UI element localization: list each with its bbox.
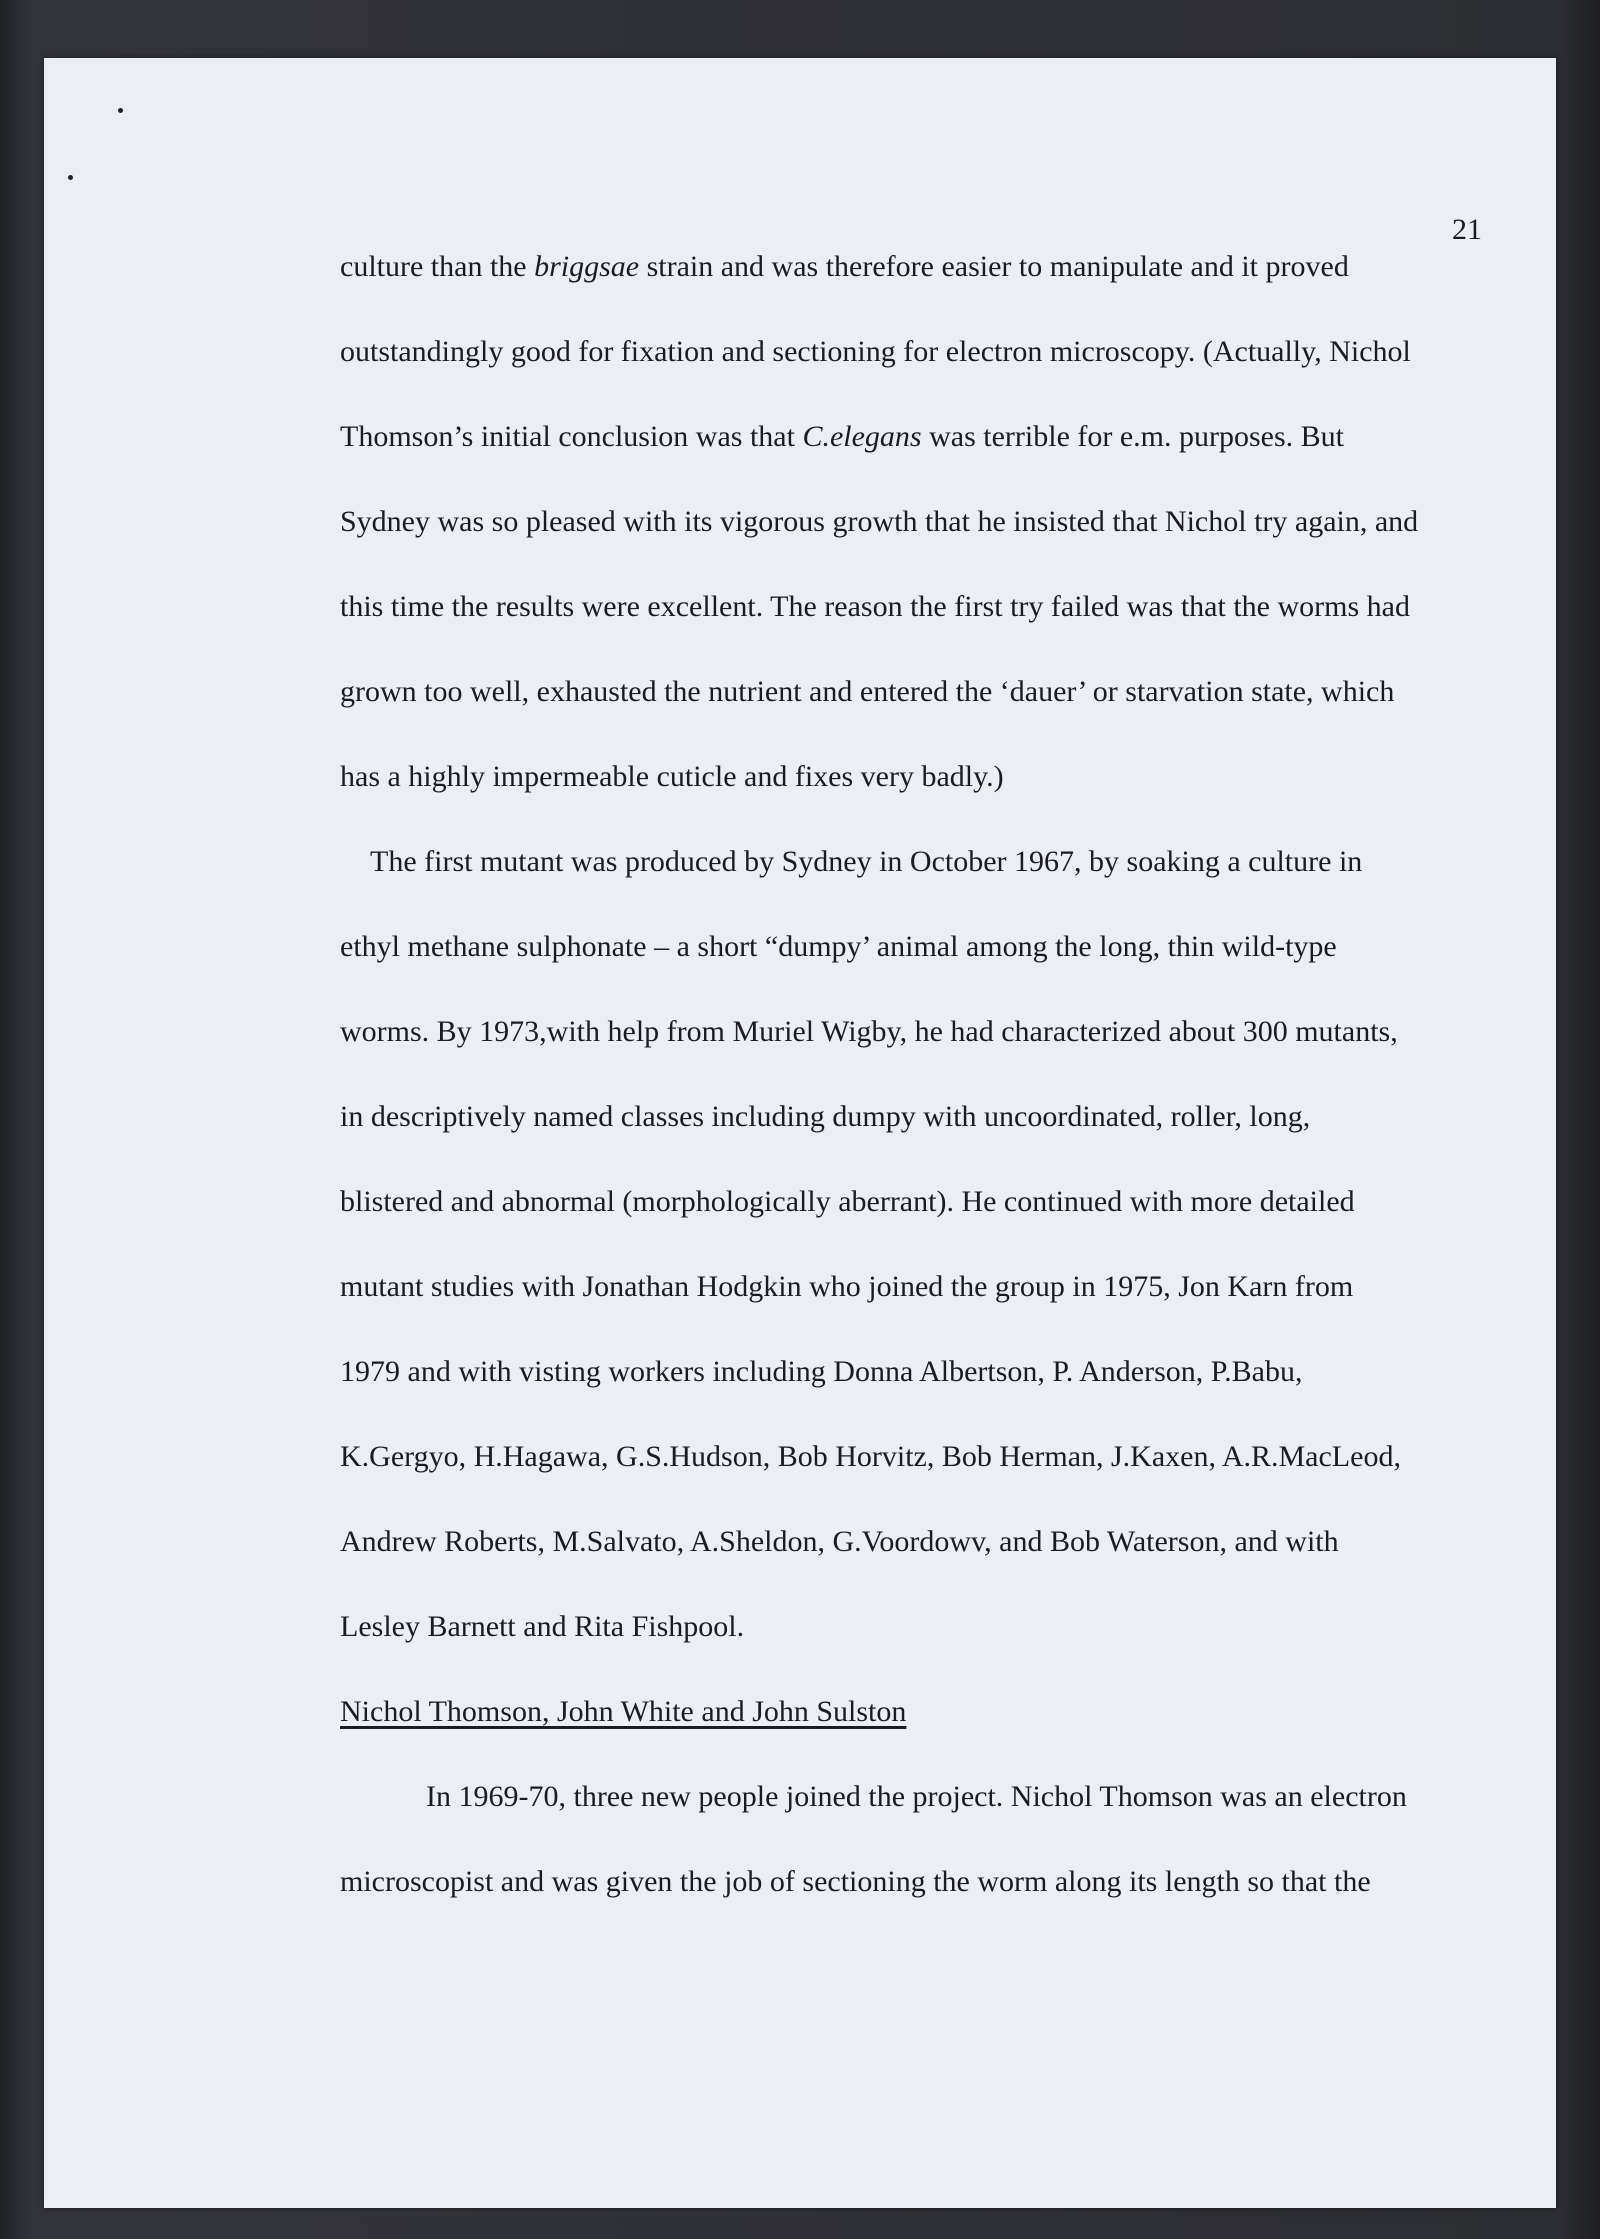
- paragraph-start-line: The first mutant was produced by Sydney in October 1967, by soaking a culture in: [370, 845, 1363, 878]
- text-line: this time the results were excellent. The reason the first try failed was that the worms had: [340, 590, 1410, 623]
- text-line: microscopist and was given the job of sectioning the worm along its length so that the: [340, 1865, 1371, 1898]
- text-line: K.Gergyo, H.Hagawa, G.S.Hudson, Bob Horvitz, Bob Herman, J.Kaxen, A.R.MacLeod,: [340, 1440, 1401, 1473]
- text-line: has a highly impermeable cuticle and fixes very badly.): [340, 760, 1004, 793]
- text-line: blistered and abnormal (morphologically aberrant). He continued with more detailed: [340, 1185, 1355, 1218]
- species-name: C.elegans: [802, 420, 922, 453]
- paragraph-start-line: In 1969-70, three new people joined the project. Nichol Thomson was an electron: [426, 1780, 1407, 1813]
- scan-speck: [68, 175, 73, 180]
- text-line: Lesley Barnett and Rita Fishpool.: [340, 1610, 745, 1643]
- text-line: grown too well, exhausted the nutrient and entered the ‘dauer’ or starvation state, which: [340, 675, 1395, 708]
- text-line: ethyl methane sulphonate – a short “dumpy’ animal among the long, thin wild-type: [340, 930, 1337, 963]
- text-line: Andrew Roberts, M.Salvato, A.Sheldon, G.Voordowv, and Bob Waterson, and with: [340, 1525, 1339, 1558]
- text-line: culture than the briggsae strain and was therefore easier to manipulate and it proved: [340, 250, 1349, 283]
- text-line: Sydney was so pleased with its vigorous growth that he insisted that Nichol try again, and: [340, 505, 1419, 538]
- scan-speck: [118, 108, 123, 113]
- text-line: worms. By 1973,with help from Muriel Wigby, he had characterized about 300 mutants,: [340, 1015, 1398, 1048]
- species-name: briggsae: [534, 250, 640, 283]
- text-line: Thomson’s initial conclusion was that C.elegans was terrible for e.m. purposes. But: [340, 420, 1345, 453]
- text-line: 1979 and with visting workers including Donna Albertson, P. Anderson, P.Babu,: [340, 1355, 1303, 1388]
- section-heading: Nichol Thomson, John White and John Sulston: [340, 1695, 907, 1728]
- text-line: mutant studies with Jonathan Hodgkin who joined the group in 1975, Jon Karn from: [340, 1270, 1354, 1303]
- text-line: in descriptively named classes including dumpy with uncoordinated, roller, long,: [340, 1100, 1311, 1133]
- body-text: [340, 235, 1450, 1935]
- text-line: outstandingly good for fixation and sectioning for electron microscopy. (Actually, Nichol: [340, 335, 1411, 368]
- page-number: 21: [1452, 213, 1482, 246]
